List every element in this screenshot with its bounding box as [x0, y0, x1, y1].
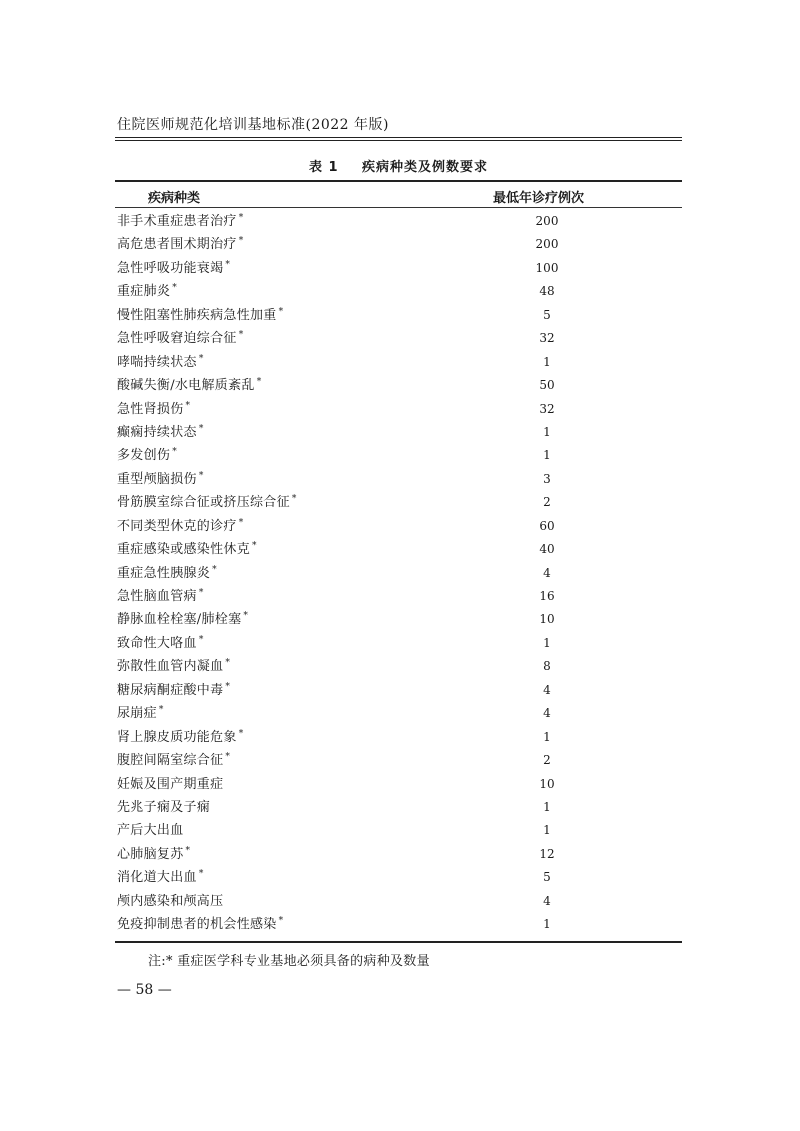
- disease-name: [117, 702, 164, 725]
- table-row: [117, 538, 682, 561]
- disease-name-text: 急性脑血管病: [117, 589, 197, 604]
- annual-count: 1: [543, 799, 551, 814]
- disease-name: [117, 655, 230, 678]
- required-mark: *: [278, 916, 284, 927]
- required-mark: *: [198, 470, 204, 481]
- table-top-rule: [115, 180, 682, 182]
- annual-count: 200: [535, 214, 559, 228]
- disease-name-text: 消化道大出血: [117, 870, 197, 886]
- annual-count: 1: [543, 917, 551, 932]
- disease-name: [117, 632, 204, 655]
- required-mark: *: [198, 423, 204, 434]
- annual-count: 4: [543, 682, 551, 697]
- required-mark: *: [225, 658, 231, 669]
- table-row: [117, 608, 682, 631]
- table-row: [117, 257, 682, 280]
- disease-name-text: 急性呼吸功能衰竭: [117, 260, 224, 276]
- table-row: [117, 819, 682, 842]
- annual-count: 10: [539, 776, 555, 791]
- table-row: [117, 280, 682, 303]
- disease-name-text: 妊娠及围产期重症: [117, 776, 224, 792]
- required-mark: *: [291, 494, 297, 505]
- annual-count: 4: [543, 893, 551, 908]
- column-header-count: 最低年诊疗例次: [493, 191, 585, 206]
- table-row: [117, 491, 682, 514]
- annual-count: 5: [543, 307, 551, 322]
- disease-name-text: 重症肺炎: [117, 284, 171, 300]
- table-row: [117, 304, 682, 327]
- disease-name: [117, 327, 244, 350]
- disease-name: [117, 515, 244, 538]
- table-row: [117, 468, 682, 491]
- disease-name: [117, 374, 262, 397]
- disease-name: [117, 257, 230, 280]
- required-mark: *: [225, 752, 231, 763]
- required-mark: *: [238, 330, 244, 341]
- required-mark: *: [252, 541, 257, 552]
- table-row: [117, 843, 682, 866]
- required-mark: *: [256, 377, 262, 388]
- table-row: [117, 421, 682, 444]
- table-row: [117, 515, 682, 538]
- disease-name: [117, 913, 283, 936]
- disease-name: [117, 585, 204, 608]
- annual-count: 32: [539, 331, 555, 346]
- table-row: [117, 749, 682, 772]
- page-number: — 58 —: [117, 982, 172, 998]
- disease-name: [117, 726, 244, 749]
- annual-count: 40: [539, 542, 555, 557]
- disease-name: [117, 280, 177, 303]
- disease-name-text: 急性呼吸窘迫综合征: [117, 331, 237, 347]
- disease-name-text: 重症急性胰腺炎: [117, 565, 211, 581]
- disease-name: [117, 491, 297, 514]
- table-row: [117, 655, 682, 678]
- annual-count: 3: [543, 471, 551, 486]
- annual-count: 1: [543, 448, 551, 463]
- required-mark: *: [185, 400, 191, 411]
- table-number: 表 1: [308, 160, 339, 175]
- annual-count: 1: [543, 635, 551, 650]
- disease-name-text: 心肺脑复苏: [117, 846, 184, 862]
- annual-count: 2: [543, 495, 551, 510]
- disease-name: [117, 796, 210, 819]
- disease-name-text: 慢性阻塞性肺疾病急性加重: [117, 307, 277, 323]
- disease-name-text: 多发创伤: [117, 448, 171, 464]
- required-mark: *: [238, 236, 244, 247]
- table-note: 注:* 重症医学科专业基地必须具备的病种及数量: [148, 954, 430, 969]
- disease-name: [117, 679, 230, 702]
- table-row: [117, 374, 682, 397]
- disease-name-text: 尿崩症: [117, 706, 157, 722]
- required-mark: *: [238, 213, 244, 223]
- annual-count: 10: [539, 612, 555, 627]
- annual-count: 100: [535, 260, 559, 275]
- disease-name-text: 产后大出血: [117, 823, 184, 839]
- table-row: [117, 233, 682, 256]
- required-mark: *: [243, 611, 249, 622]
- table-row: [117, 327, 682, 350]
- annual-count: 5: [543, 870, 551, 885]
- disease-name: [117, 304, 283, 327]
- required-mark: *: [238, 517, 244, 528]
- annual-count: 50: [539, 378, 555, 393]
- table-row: [117, 585, 682, 608]
- header-rule: [115, 137, 682, 138]
- disease-name-text: 急性肾损伤: [117, 401, 184, 417]
- table-title: [115, 156, 682, 175]
- required-mark: *: [278, 306, 284, 317]
- table-row: [117, 632, 682, 655]
- annual-count: 2: [543, 753, 551, 768]
- table-title-text: 疾病种类及例数要求: [362, 160, 489, 175]
- disease-name-text: 癫痫持续状态: [117, 424, 197, 440]
- table-row: [117, 351, 682, 374]
- disease-name: [117, 210, 244, 233]
- required-mark: *: [238, 728, 244, 739]
- annual-count: 1: [543, 354, 551, 369]
- running-head: 住院医师规范化培训基地标准(2022 年版): [117, 117, 390, 133]
- required-mark: *: [172, 283, 178, 294]
- required-mark: *: [198, 588, 204, 598]
- annual-count: 32: [539, 401, 555, 416]
- disease-name-text: 哮喘持续状态: [117, 354, 197, 370]
- disease-name-text: 免疫抑制患者的机会性感染: [117, 917, 277, 933]
- disease-name: [117, 398, 190, 421]
- required-mark: *: [198, 634, 204, 645]
- disease-name-text: 高危患者围术期治疗: [117, 237, 237, 253]
- required-mark: *: [225, 259, 231, 270]
- required-mark: *: [172, 447, 178, 458]
- table-row: [117, 726, 682, 749]
- disease-name-text: 肾上腺皮质功能危象: [117, 729, 237, 745]
- table-row: [117, 444, 682, 467]
- required-mark: *: [198, 869, 204, 880]
- table-row: [117, 773, 682, 796]
- required-mark: *: [225, 681, 231, 692]
- annual-count: 48: [539, 284, 555, 299]
- annual-count: 4: [543, 706, 551, 721]
- table-row: [117, 913, 682, 936]
- disease-name-text: 酸碱失衡/水电解质紊乱: [117, 378, 255, 394]
- disease-name: [117, 538, 257, 561]
- disease-name-text: 重症感染或感染性休克: [117, 542, 251, 558]
- table-row: [117, 866, 682, 889]
- annual-count: 16: [539, 589, 555, 603]
- disease-name-text: 腹腔间隔室综合征: [117, 753, 224, 769]
- annual-count: 1: [543, 729, 551, 744]
- disease-name-text: 不同类型休克的诊疗: [117, 518, 237, 534]
- table-row: [117, 562, 682, 585]
- disease-name-text: 先兆子痫及子痫: [117, 799, 211, 815]
- disease-name: [117, 351, 204, 374]
- disease-name: [117, 819, 184, 842]
- disease-name: [117, 444, 177, 467]
- table-row: [117, 679, 682, 702]
- disease-name-text: 非手术重症患者治疗: [117, 214, 237, 229]
- disease-name-text: 致命性大咯血: [117, 635, 197, 651]
- disease-name: [117, 468, 204, 491]
- required-mark: *: [212, 564, 217, 575]
- disease-name: [117, 608, 248, 631]
- table-row: [117, 890, 682, 913]
- table-row: [117, 796, 682, 819]
- disease-name: [117, 421, 204, 444]
- table-row: [117, 398, 682, 421]
- table-row: [117, 702, 682, 725]
- table-header-rule: [115, 207, 682, 208]
- table-body: [117, 210, 682, 937]
- disease-name-text: 重型颅脑损伤: [117, 471, 197, 487]
- annual-count: 200: [535, 237, 559, 252]
- annual-count: 1: [543, 424, 551, 439]
- disease-name-text: 弥散性血管内凝血: [117, 659, 224, 675]
- disease-name: [117, 866, 204, 889]
- disease-name: [117, 562, 217, 585]
- column-header-disease: 疾病种类: [148, 191, 201, 206]
- annual-count: 4: [543, 565, 551, 580]
- disease-name: [117, 890, 223, 913]
- annual-count: 12: [539, 846, 555, 861]
- header-rule-double: [115, 140, 682, 141]
- required-mark: *: [158, 705, 164, 716]
- annual-count: 8: [543, 659, 551, 674]
- table-row: [117, 210, 682, 233]
- required-mark: *: [185, 845, 191, 856]
- disease-name-text: 骨筋膜室综合征或挤压综合征: [117, 495, 290, 511]
- disease-name: [117, 773, 223, 796]
- table-bottom-rule: [115, 941, 682, 943]
- disease-name: [117, 233, 244, 256]
- required-mark: *: [198, 353, 204, 364]
- disease-name-text: 颅内感染和颅高压: [117, 893, 224, 909]
- disease-name: [117, 843, 190, 866]
- disease-name: [117, 749, 230, 772]
- annual-count: 1: [543, 823, 551, 838]
- disease-name-text: 糖尿病酮症酸中毒: [117, 682, 224, 698]
- annual-count: 60: [539, 518, 555, 533]
- disease-name-text: 静脉血栓栓塞/肺栓塞: [117, 612, 242, 628]
